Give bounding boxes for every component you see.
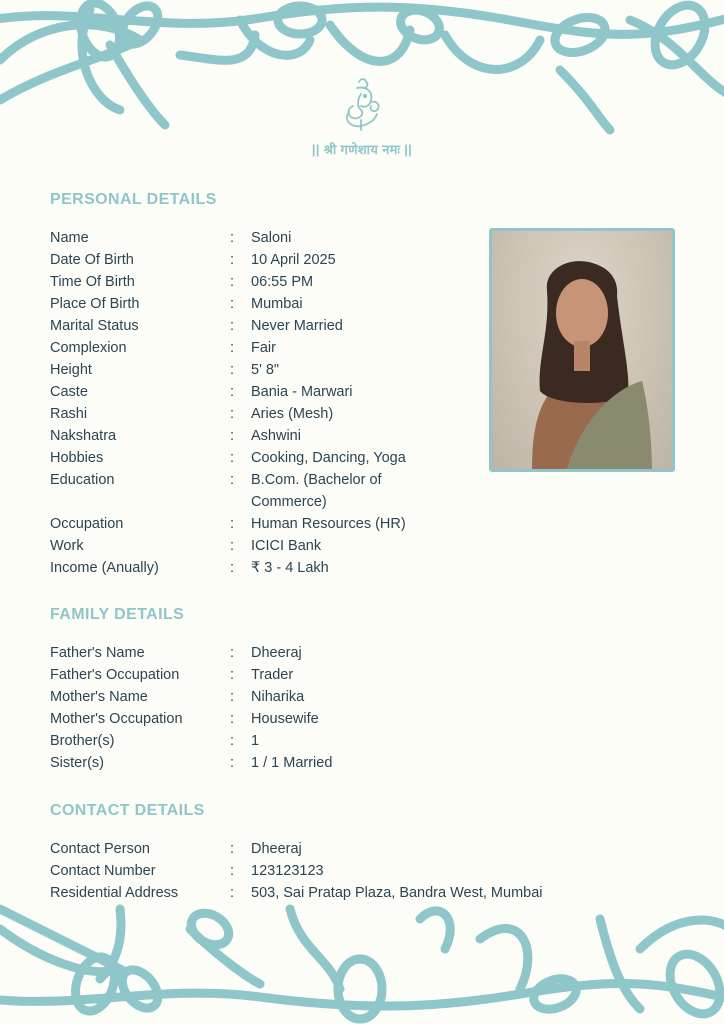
row-separator: : bbox=[230, 340, 235, 356]
contact-details-heading: CONTACT DETAILS bbox=[50, 802, 205, 819]
detail-row-brothers bbox=[50, 730, 480, 752]
ganesha-icon bbox=[339, 76, 385, 132]
row-label: Contact Person bbox=[50, 841, 150, 857]
detail-row-caste bbox=[50, 381, 480, 403]
row-label: Caste bbox=[50, 384, 88, 400]
row-separator: : bbox=[230, 516, 235, 532]
row-separator: : bbox=[230, 362, 235, 378]
detail-row-place-of-birth bbox=[50, 293, 480, 315]
row-value: Human Resources (HR) bbox=[251, 516, 406, 532]
row-value: 10 April 2025 bbox=[251, 252, 336, 268]
row-value: Bania - Marwari bbox=[251, 384, 353, 400]
row-separator: : bbox=[230, 885, 235, 901]
row-value: Dheeraj bbox=[251, 841, 302, 857]
row-label: Residential Address bbox=[50, 885, 179, 901]
detail-row-date-of-birth bbox=[50, 249, 480, 271]
detail-row-fathers-occupation bbox=[50, 664, 480, 686]
row-label: Contact Number bbox=[50, 863, 156, 879]
row-label: Rashi bbox=[50, 406, 88, 422]
row-separator: : bbox=[230, 689, 235, 705]
detail-row-name bbox=[50, 227, 480, 249]
row-value: 1 / 1 Married bbox=[251, 755, 333, 771]
row-value: ICICI Bank bbox=[251, 538, 322, 554]
row-value: Never Married bbox=[251, 318, 343, 334]
row-value: Dheeraj bbox=[251, 645, 302, 661]
row-label: Hobbies bbox=[50, 450, 104, 466]
detail-row-residential-address bbox=[50, 882, 610, 904]
row-value: Mumbai bbox=[251, 296, 303, 312]
row-separator: : bbox=[230, 450, 235, 466]
row-label: Sister(s) bbox=[50, 755, 104, 771]
header bbox=[0, 76, 724, 158]
row-label: Place Of Birth bbox=[50, 296, 140, 312]
row-separator: : bbox=[230, 406, 235, 422]
row-label: Name bbox=[50, 230, 89, 246]
row-separator: : bbox=[230, 318, 235, 334]
row-separator: : bbox=[230, 863, 235, 879]
row-label: Mother's Name bbox=[50, 689, 148, 705]
row-label: Occupation bbox=[50, 516, 124, 532]
row-value: B.Com. (Bachelor of Commerce) bbox=[251, 472, 382, 510]
row-separator: : bbox=[230, 841, 235, 857]
detail-row-contact-person bbox=[50, 838, 610, 860]
row-separator: : bbox=[230, 428, 235, 444]
detail-row-rashi bbox=[50, 403, 480, 425]
detail-row-mothers-occupation bbox=[50, 708, 480, 730]
detail-row-sisters bbox=[50, 752, 480, 774]
detail-row-income bbox=[50, 557, 480, 579]
row-value: 5' 8" bbox=[251, 362, 280, 378]
family-details-heading: FAMILY DETAILS bbox=[50, 606, 185, 623]
contact-details-list bbox=[50, 838, 610, 904]
row-label: Time Of Birth bbox=[50, 274, 135, 290]
detail-row-height bbox=[50, 359, 480, 381]
row-value: Trader bbox=[251, 667, 294, 683]
row-value: 1 bbox=[251, 733, 260, 749]
row-value: Cooking, Dancing, Yoga bbox=[251, 450, 406, 466]
family-details-list bbox=[50, 642, 480, 774]
row-value: 123123123 bbox=[251, 863, 324, 879]
row-value: Housewife bbox=[251, 711, 319, 727]
personal-details-list bbox=[50, 227, 480, 579]
detail-row-marital-status bbox=[50, 315, 480, 337]
floral-border-bottom-icon bbox=[0, 889, 724, 1024]
row-label: Work bbox=[50, 538, 84, 554]
detail-row-fathers-name bbox=[50, 642, 480, 664]
row-value: Niharika bbox=[251, 689, 305, 705]
row-label: Mother's Occupation bbox=[50, 711, 183, 727]
detail-row-complexion bbox=[50, 337, 480, 359]
profile-photo bbox=[489, 228, 675, 472]
row-label: Education bbox=[50, 472, 115, 488]
row-value: ₹ 3 - 4 Lakh bbox=[251, 560, 329, 576]
row-value: 06:55 PM bbox=[251, 274, 314, 290]
row-separator: : bbox=[230, 274, 235, 290]
row-separator: : bbox=[230, 645, 235, 661]
detail-row-mothers-name bbox=[50, 686, 480, 708]
detail-row-work bbox=[50, 535, 480, 557]
row-separator: : bbox=[230, 560, 235, 576]
row-separator: : bbox=[230, 538, 235, 554]
row-separator: : bbox=[230, 711, 235, 727]
detail-row-hobbies bbox=[50, 447, 480, 469]
row-label: Brother(s) bbox=[50, 733, 115, 749]
personal-details-heading: PERSONAL DETAILS bbox=[50, 191, 217, 208]
row-label: Complexion bbox=[50, 340, 127, 356]
detail-row-contact-number bbox=[50, 860, 610, 882]
row-separator: : bbox=[230, 755, 235, 771]
portrait-illustration-icon bbox=[492, 231, 672, 469]
row-separator: : bbox=[230, 384, 235, 400]
row-separator: : bbox=[230, 733, 235, 749]
detail-row-nakshatra bbox=[50, 425, 480, 447]
row-label: Nakshatra bbox=[50, 428, 117, 444]
row-value: Saloni bbox=[251, 230, 292, 246]
row-separator: : bbox=[230, 252, 235, 268]
invocation-text: || श्री गणेशाय नमः || bbox=[311, 142, 413, 157]
detail-row-occupation bbox=[50, 513, 480, 535]
row-separator: : bbox=[230, 667, 235, 683]
row-label: Father's Name bbox=[50, 645, 145, 661]
row-separator: : bbox=[230, 296, 235, 312]
row-label: Income (Anually) bbox=[50, 560, 159, 576]
row-value: Fair bbox=[251, 340, 276, 356]
row-label: Date Of Birth bbox=[50, 252, 134, 268]
row-label: Height bbox=[50, 362, 92, 378]
detail-row-education bbox=[50, 469, 480, 513]
detail-row-time-of-birth bbox=[50, 271, 480, 293]
row-value: Aries (Mesh) bbox=[251, 406, 334, 422]
row-separator: : bbox=[230, 472, 235, 488]
row-value: Ashwini bbox=[251, 428, 301, 444]
row-label: Father's Occupation bbox=[50, 667, 180, 683]
row-value: 503, Sai Pratap Plaza, Bandra West, Mumbai bbox=[251, 885, 543, 901]
row-label: Marital Status bbox=[50, 318, 139, 334]
row-separator: : bbox=[230, 230, 235, 246]
